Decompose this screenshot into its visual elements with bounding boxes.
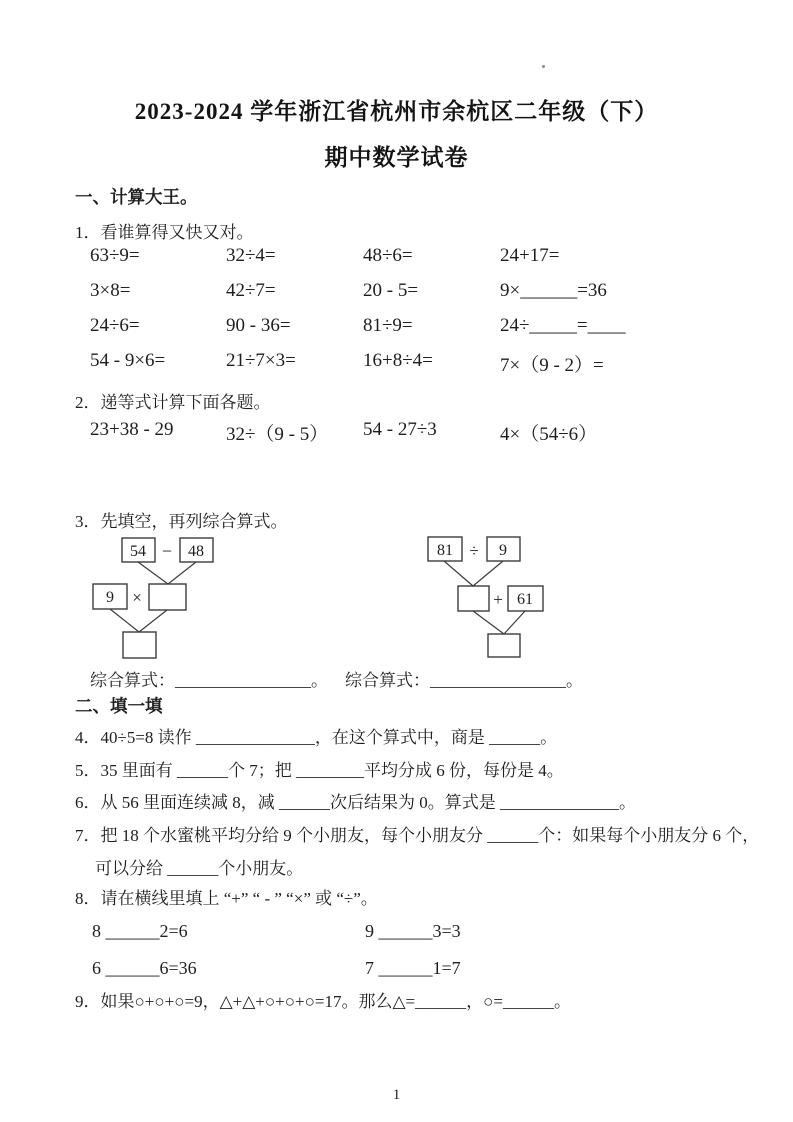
- number-tree-diagram-right: [413, 530, 653, 662]
- box-value: 48: [188, 543, 204, 560]
- question8-label: 8．请在横线里填上 “+” “ - ” “×” 或 “÷”。: [75, 889, 378, 908]
- q1-item: 21÷7×3=: [226, 350, 296, 371]
- question4: 4．40÷5=8 读作 ______________，在这个算式中，商是 ______。: [75, 728, 558, 747]
- q2-item: 4×（54÷6）: [500, 424, 598, 445]
- plus-operator: +: [493, 590, 503, 609]
- q1-item: 48÷6=: [363, 245, 413, 266]
- q8-row: [92, 921, 712, 958]
- box-value: 61: [517, 591, 533, 608]
- q1-row: [90, 245, 730, 280]
- q1-item: 32÷4=: [226, 245, 276, 266]
- q1-item: 9×______=36: [500, 280, 607, 301]
- q1-item: 81÷9=: [363, 315, 413, 336]
- number-tree-diagram-left: [85, 530, 325, 662]
- box-value: 9: [499, 542, 507, 559]
- question3-label: 3．先填空，再列综合算式。: [75, 512, 288, 531]
- expression-line-right: 综合算式：________________。: [345, 671, 583, 690]
- q1-item: 24÷_____=____: [500, 315, 626, 336]
- question7-line1: 7．把 18 个水蜜桃平均分给 9 个小朋友，每个小朋友分 ______个：如果每个小朋友分 6 个，: [75, 826, 760, 845]
- question2-items: [90, 419, 730, 454]
- section2-heading: 二、填一填: [75, 696, 163, 716]
- answer-box: [123, 632, 156, 658]
- q1-row: [90, 280, 730, 315]
- box-value: 54: [130, 543, 146, 560]
- question1-grid: [90, 245, 730, 385]
- question9: 9．如果○+○+○=9，△+△+○+○+○=17。那么△=______，○=______。: [75, 992, 571, 1011]
- scan-speck: [542, 65, 545, 68]
- q1-item: 7×（9 - 2）=: [500, 355, 604, 376]
- q1-item: 90 - 36=: [226, 315, 291, 336]
- q1-row: [90, 350, 730, 385]
- page-number: 1: [392, 1087, 401, 1103]
- q1-item: 20 - 5=: [363, 280, 419, 301]
- answer-box: [458, 586, 489, 611]
- q8-item: 7 ______1=7: [365, 958, 461, 978]
- q8-item: 6 ______6=36: [92, 958, 197, 978]
- q1-item: 24÷6=: [90, 315, 140, 336]
- section1-heading: 一、计算大王。: [75, 187, 198, 207]
- q8-row: [92, 958, 712, 995]
- box-value: 9: [106, 589, 114, 606]
- q8-item: 9 ______3=3: [365, 921, 461, 941]
- q1-item: 63÷9=: [90, 245, 140, 266]
- page-title-line1: 2023-2024 学年浙江省杭州市余杭区二年级（下）: [134, 99, 659, 124]
- expression-line-left: 综合算式：________________。: [90, 671, 328, 690]
- question2-label: 2．递等式计算下面各题。: [75, 393, 271, 412]
- question7-line2: 可以分给 ______个小朋友。: [95, 859, 304, 878]
- minus-operator: −: [161, 541, 173, 561]
- q1-item: 3×8=: [90, 280, 131, 301]
- box-value: 81: [437, 542, 453, 559]
- q2-item: 54 - 27÷3: [363, 419, 437, 440]
- multiply-operator: ×: [132, 588, 142, 607]
- q2-item: 23+38 - 29: [90, 419, 174, 440]
- question5: 5．35 里面有 ______个 7；把 ________平均分成 6 份，每份是 4。: [75, 761, 564, 780]
- q1-item: 24+17=: [500, 245, 560, 266]
- question8-equations: [92, 921, 712, 995]
- q1-item: 16+8÷4=: [363, 350, 433, 371]
- q8-item: 8 ______2=6: [92, 921, 188, 941]
- q1-item: 42÷7=: [226, 280, 276, 301]
- q1-row: [90, 315, 730, 350]
- page-title-line2: 期中数学试卷: [324, 145, 469, 170]
- answer-box: [149, 584, 186, 610]
- divide-operator: ÷: [469, 541, 479, 560]
- q2-item: 32÷（9 - 5）: [226, 424, 329, 445]
- question1-label: 1．看谁算得又快又对。: [75, 223, 254, 242]
- answer-box: [488, 634, 520, 657]
- q1-item: 54 - 9×6=: [90, 350, 166, 371]
- question6: 6．从 56 里面连续减 8，减 ______次后结果为 0。算式是 ______________。: [75, 793, 636, 812]
